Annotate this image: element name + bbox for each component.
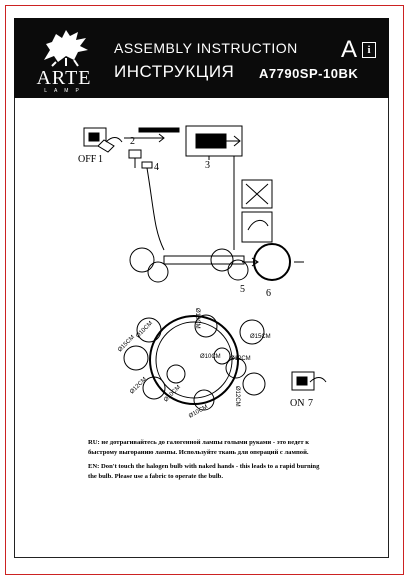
griffin-logo-icon: [36, 26, 96, 73]
canopy: [139, 128, 179, 132]
dim-label: Ø10CM: [135, 320, 155, 340]
dim-label: Ø10CM: [188, 404, 209, 420]
assembly-diagram: [14, 100, 389, 430]
dim-label: Ø10CM: [200, 354, 221, 360]
dim-label: Ø12CM: [234, 386, 240, 407]
warning-ru-text: не дотрагивайтесь до галогенной лампы голыми руками - это ведет к быстрому выгоранию лампы. Используйте ткань для операций с лампой.: [88, 439, 310, 456]
brand-name: ARTE: [36, 67, 92, 89]
off-label: OFF: [78, 154, 97, 165]
info-icon: i: [362, 42, 376, 58]
globe: [130, 248, 154, 272]
warning-en-label: EN:: [88, 463, 100, 470]
instruction-badge: [341, 36, 379, 63]
globe-large: [254, 244, 290, 280]
on-label: ON: [290, 398, 305, 409]
step-labels: [78, 136, 313, 409]
step-3: 3: [205, 160, 210, 171]
dim-label: Ø12CM: [230, 356, 251, 362]
title-ru: ИНСТРУКЦИЯ: [114, 62, 235, 81]
ring-frame: [150, 316, 238, 404]
step-4: 4: [154, 162, 159, 173]
dim-label: Ø10CM: [163, 384, 183, 404]
dim-label: Ø12CM: [129, 376, 149, 396]
off-switch-icon: [84, 128, 122, 152]
step-2: 2: [130, 136, 135, 147]
on-switch-icon: [292, 372, 326, 390]
dim-label: Ø15CM: [117, 334, 137, 354]
warning-en: [88, 462, 328, 482]
step-6: 6: [266, 288, 271, 299]
warning-en-text: Don't touch the halogen bulb with naked hands - this leads to a rapid burning the bulb. Please use a fabric to operate the bulb.: [88, 463, 320, 480]
dimension-labels: [117, 308, 271, 420]
warning-ru: [88, 438, 328, 458]
on-step: 7: [308, 398, 313, 409]
brand-sub: LAMP: [44, 88, 86, 94]
warning-ru-label: RU:: [88, 439, 100, 446]
header-bar: [14, 18, 389, 98]
dim-label: Ø10CM: [194, 308, 200, 329]
model-number: A7790SP-10BK: [259, 66, 359, 81]
title-en: ASSEMBLY INSTRUCTION: [114, 40, 298, 56]
off-step: 1: [98, 154, 103, 165]
lamp-bar: [164, 256, 244, 264]
dim-label: Ø15CM: [250, 334, 271, 340]
badge-letter: A: [341, 36, 358, 63]
step-5: 5: [240, 284, 245, 295]
